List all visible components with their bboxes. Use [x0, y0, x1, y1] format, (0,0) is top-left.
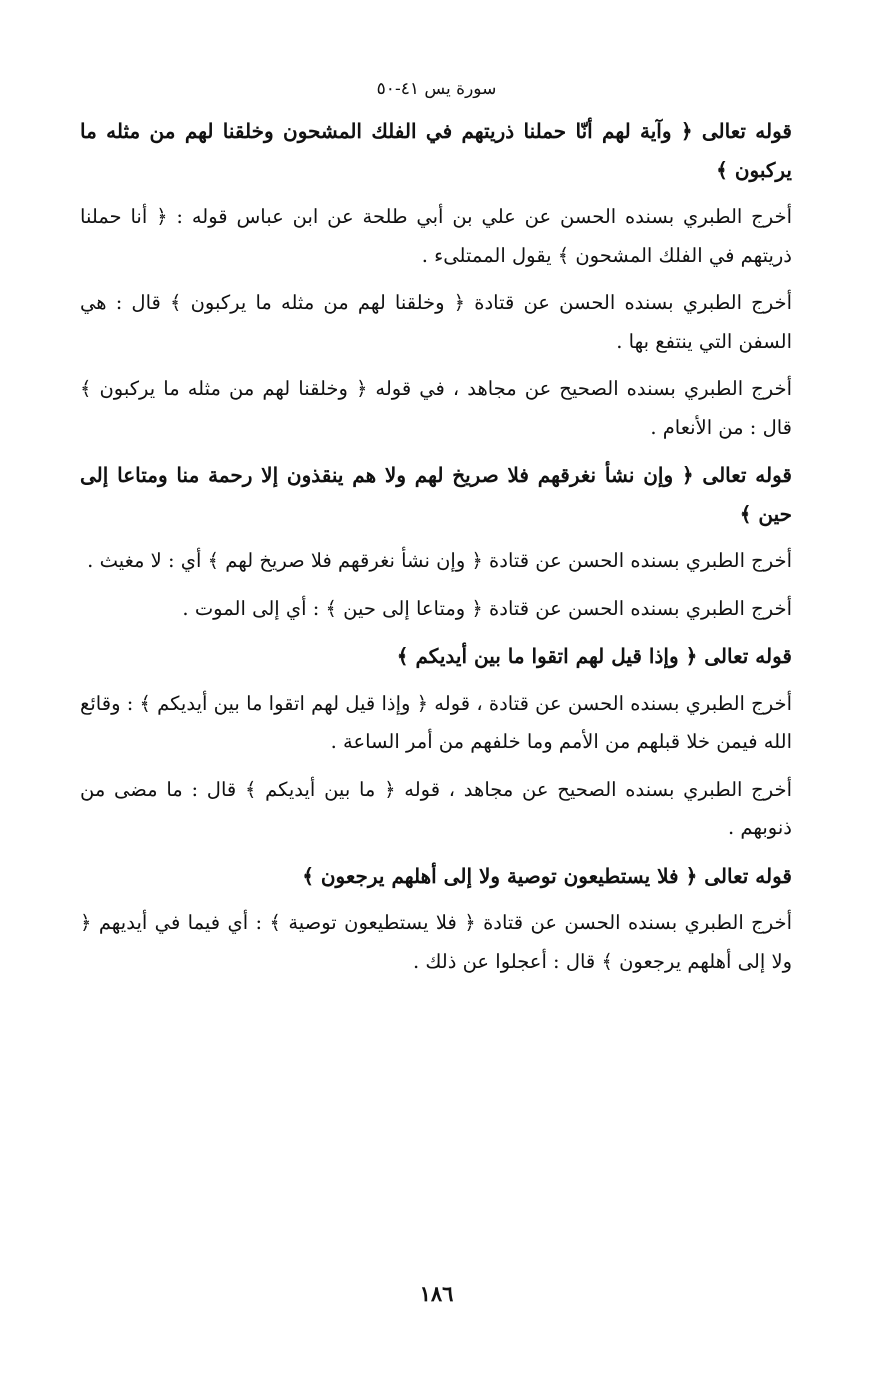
verse-heading-4: قوله تعالى ﴿ فلا يستطيعون توصية ولا إلى أهلهم يرجعون ﴾ — [302, 863, 792, 888]
narration-2: أخرج الطبري بسنده الحسن عن قتادة ﴿ وخلقنا لهم من مثله ما يركبون ﴾ قال : هي السفن التي ينتفع بها . — [80, 291, 792, 353]
narration-8: أخرج الطبري بسنده الحسن عن قتادة ﴿ فلا يستطيعون توصية ﴾ : أي فيما في أيديهم ﴿ ولا إلى أهلهم يرجعون ﴾ قال : أعجلوا عن ذلك . — [80, 911, 792, 973]
narration-7: أخرج الطبري بسنده الصحيح عن مجاهد ، قوله ﴿ ما بين أيديكم ﴾ قال : ما مضى من ذنوبهم . — [80, 777, 792, 839]
running-header: سورة يس ٤١-٥٠ — [376, 79, 497, 99]
verse-heading-2: قوله تعالى ﴿ وإن نشأ نغرقهم فلا صريخ لهم ولا هم ينقذون إلا رحمة منا ومتاعا إلى حين ﴾ — [80, 463, 792, 526]
narration-4: أخرج الطبري بسنده الحسن عن قتادة ﴿ وإن نشأ نغرقهم فلا صريخ لهم ﴾ أي : لا مغيث . — [87, 549, 792, 572]
narration-1: أخرج الطبري بسنده الحسن عن علي بن أبي طلحة عن ابن عباس قوله : ﴿ أنا حملنا ذريتهم في الفلك المشحون ﴾ يقول الممتلىء . — [80, 205, 792, 267]
page-number: ١٨٦ — [419, 1281, 454, 1306]
narration-3: أخرج الطبري بسنده الصحيح عن مجاهد ، في قوله ﴿ وخلقنا لهم من مثله ما يركبون ﴾ قال : من الأنعام . — [80, 377, 792, 439]
narration-6: أخرج الطبري بسنده الحسن عن قتادة ، قوله ﴿ وإذا قيل لهم اتقوا ما بين أيديكم ﴾ : وقائع الله فيمن خلا قبلهم من الأمم وما خلفهم من أمر الساعة . — [80, 691, 792, 753]
page-body — [80, 112, 792, 990]
verse-heading-1: قوله تعالى ﴿ وآية لهم أنّا حملنا ذريتهم في الفلك المشحون وخلقنا لهم من مثله ما يركبون ﴾ — [80, 119, 792, 182]
verse-heading-3: قوله تعالى ﴿ وإذا قيل لهم اتقوا ما بين أيديكم ﴾ — [396, 644, 792, 668]
narration-5: أخرج الطبري بسنده الحسن عن قتادة ﴿ ومتاعا إلى حين ﴾ : أي إلى الموت . — [182, 596, 792, 620]
